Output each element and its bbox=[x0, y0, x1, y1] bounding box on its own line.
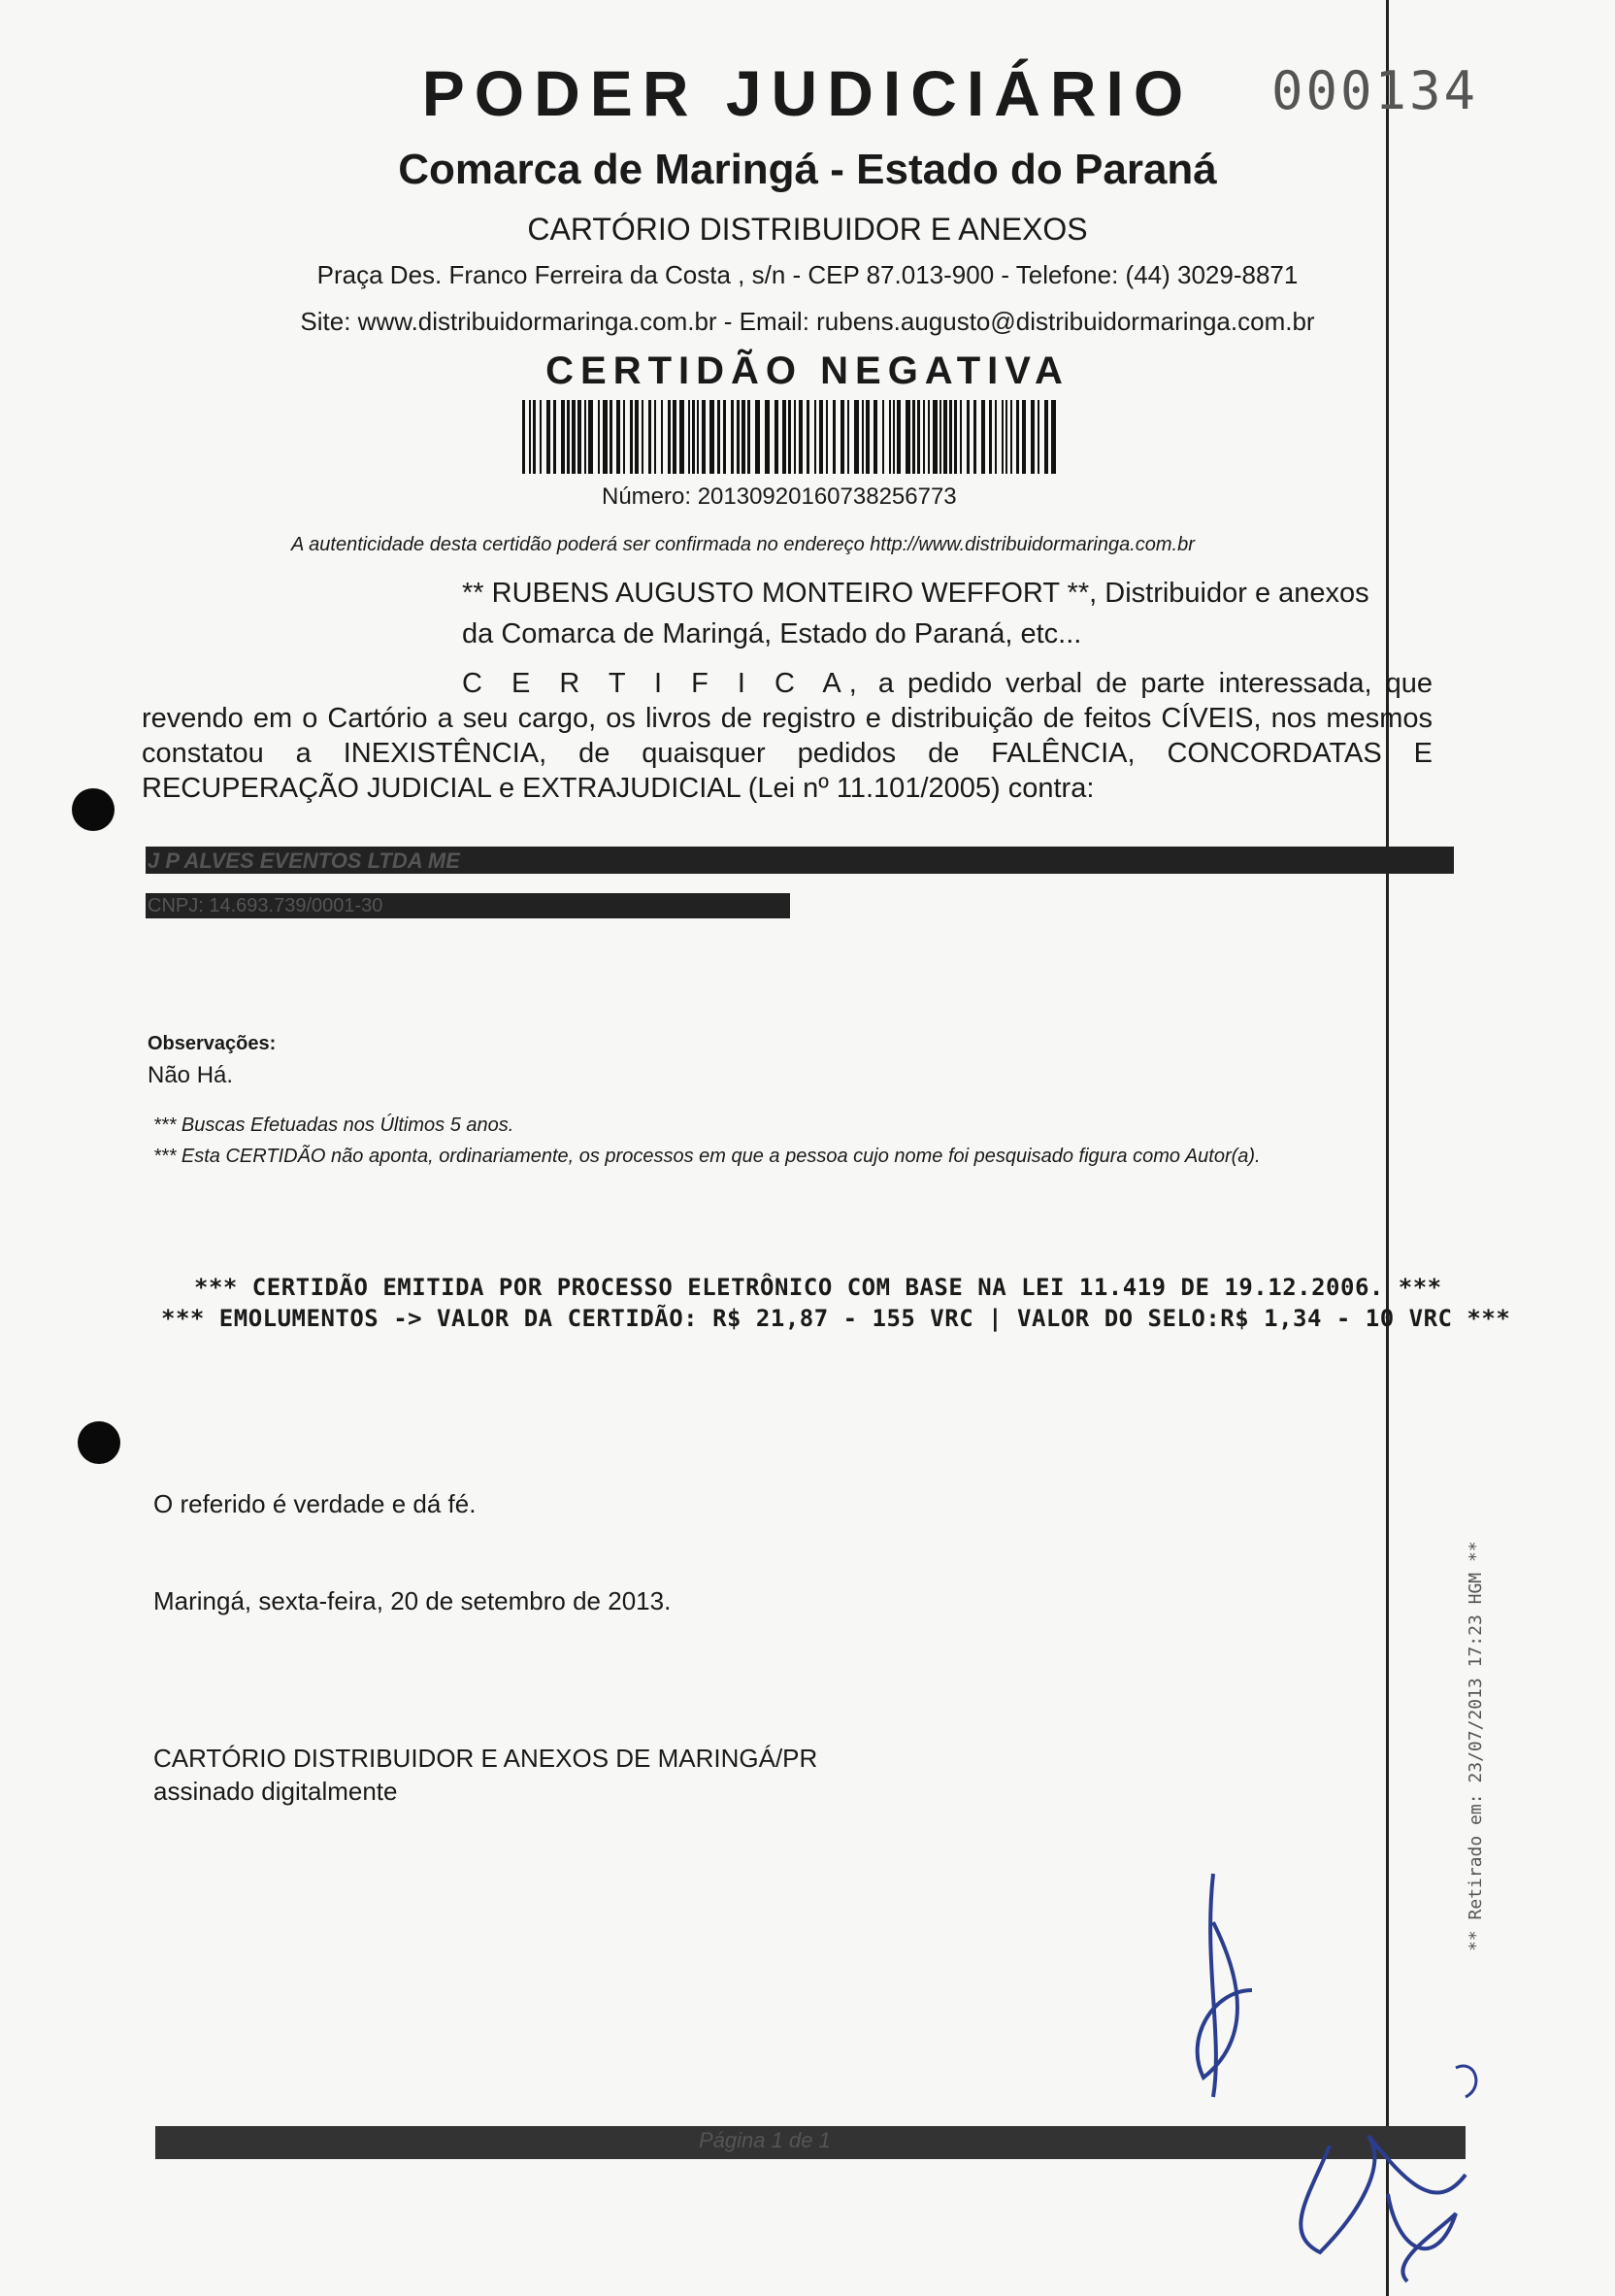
barcode-bar bbox=[788, 400, 791, 474]
redacted-cnpj: CNPJ: 14.693.739/0001-30 bbox=[148, 895, 383, 916]
barcode-bar bbox=[847, 400, 849, 474]
barcode-bar bbox=[654, 400, 656, 474]
distribuidor-paragraph: ** RUBENS AUGUSTO MONTEIRO WEFFORT **, Distribuidor e anexos da Comarca de Maringá, Estado do Paraná, etc... bbox=[462, 578, 1369, 649]
barcode-bar bbox=[610, 400, 612, 474]
barcode-bar bbox=[819, 400, 823, 474]
barcode-bar bbox=[995, 400, 997, 474]
barcode-bar bbox=[623, 400, 625, 474]
punch-hole-bottom bbox=[78, 1421, 120, 1464]
barcode-bar bbox=[923, 400, 925, 474]
barcode-bar bbox=[679, 400, 684, 474]
page-number-stamp: 000134 bbox=[1271, 60, 1479, 121]
barcode-bar bbox=[533, 400, 536, 474]
barcode-bar bbox=[873, 400, 877, 474]
barcode-bar bbox=[1038, 400, 1039, 474]
barcode-bar bbox=[799, 400, 803, 474]
barcode-bar bbox=[522, 400, 525, 474]
cartorio-signature-name: CARTÓRIO DISTRIBUIDOR E ANEXOS DE MARINGÁ/PR bbox=[153, 1744, 818, 1773]
barcode-bar bbox=[912, 400, 915, 474]
barcode-bar bbox=[906, 400, 910, 474]
barcode-bar bbox=[960, 400, 962, 474]
barcode-bar bbox=[840, 400, 844, 474]
address-line: Praça Des. Franco Ferreira da Costa , s/n - CEP 87.013-900 - Telefone: (44) 3029-8871 bbox=[316, 260, 1299, 289]
barcode-bar bbox=[933, 400, 938, 474]
authenticity-note: A autenticidade desta certidão poderá ser confirmada no endereço http://www.distribuidormaringa.com.br bbox=[291, 534, 1195, 555]
site-email-line: Site: www.distribuidormaringa.com.br - Email: rubens.augusto@distribuidormaringa.com.br bbox=[300, 307, 1315, 336]
barcode-bar bbox=[742, 400, 745, 474]
barcode-bar bbox=[577, 400, 581, 474]
barcode-bar bbox=[854, 400, 859, 474]
cartorio-heading: CARTÓRIO DISTRIBUIDOR E ANEXOS bbox=[527, 212, 1088, 247]
barcode-bar bbox=[668, 400, 671, 474]
barcode bbox=[522, 400, 1056, 474]
punch-hole-top bbox=[72, 788, 115, 831]
observacoes-label: Observações: bbox=[148, 1033, 277, 1054]
barcode-bar bbox=[692, 400, 695, 474]
barcode-bar bbox=[616, 400, 620, 474]
barcode-bar bbox=[1016, 400, 1019, 474]
certidao-number: Número: 20130920160738256773 bbox=[602, 483, 957, 510]
emolumentos-line: *** EMOLUMENTOS -> VALOR DA CERTIDÃO: R$ 21,87 - 155 VRC | VALOR DO SELO:R$ 1,34 - 10 VRC *** bbox=[161, 1305, 1511, 1332]
barcode-bar bbox=[765, 400, 770, 474]
certifica-text: a pedido verbal de parte interessada, que revendo em o Cartório a seu cargo, os livros de registro e distribuição de feitos CÍVEIS, nos mesmos constatou a INEXISTÊNCIA, de quaisquer pedidos de FALÊNCIA, CONCORDATAS E RECUPERAÇÃO JUDICIAL e EXTRAJUDICIAL (Lei nº 11.101/2005) contra: bbox=[142, 668, 1433, 804]
barcode-bar bbox=[794, 400, 796, 474]
barcode-bar bbox=[889, 400, 891, 474]
barcode-bar bbox=[814, 400, 816, 474]
barcode-bar bbox=[584, 400, 586, 474]
barcode-bar bbox=[755, 400, 760, 474]
barcode-bar bbox=[546, 400, 550, 474]
barcode-bar bbox=[954, 400, 957, 474]
barcode-bar bbox=[775, 400, 778, 474]
barcode-bar bbox=[572, 400, 576, 474]
barcode-bar bbox=[782, 400, 786, 474]
barcode-bar bbox=[928, 400, 930, 474]
barcode-bar bbox=[567, 400, 570, 474]
verdade-statement: O referido é verdade e dá fé. bbox=[153, 1489, 477, 1518]
search-period-note: *** Buscas Efetuadas nos Últimos 5 anos. bbox=[153, 1115, 514, 1136]
barcode-bar bbox=[981, 400, 985, 474]
barcode-bar bbox=[1005, 400, 1007, 474]
barcode-bar bbox=[717, 400, 720, 474]
digitally-signed-note: assinado digitalmente bbox=[153, 1777, 398, 1806]
barcode-bar bbox=[540, 400, 542, 474]
certifica-lead: C E R T I F I C A, bbox=[462, 668, 865, 699]
barcode-bar bbox=[709, 400, 714, 474]
barcode-bar bbox=[1044, 400, 1048, 474]
barcode-bar bbox=[661, 400, 663, 474]
barcode-bar bbox=[866, 400, 870, 474]
certidao-title: CERTIDÃO NEGATIVA bbox=[545, 349, 1070, 392]
barcode-bar bbox=[967, 400, 970, 474]
barcode-bar bbox=[973, 400, 976, 474]
barcode-bar bbox=[553, 400, 556, 474]
barcode-bar bbox=[1031, 400, 1035, 474]
barcode-bar bbox=[833, 400, 836, 474]
barcode-bar bbox=[561, 400, 565, 474]
barcode-bar bbox=[603, 400, 608, 474]
barcode-bar bbox=[897, 400, 901, 474]
barcode-bar bbox=[862, 400, 864, 474]
barcode-bar bbox=[949, 400, 952, 474]
barcode-bar bbox=[635, 400, 639, 474]
barcode-bar bbox=[648, 400, 651, 474]
barcode-bar bbox=[673, 400, 676, 474]
date-line: Maringá, sexta-feira, 20 de setembro de 2013. bbox=[153, 1586, 672, 1615]
retrieval-stamp-text: ** Retirado em: 23/07/2013 17:23 HGM ** bbox=[1466, 1541, 1486, 1951]
barcode-bar bbox=[588, 400, 593, 474]
barcode-bar bbox=[943, 400, 947, 474]
barcode-bar bbox=[939, 400, 941, 474]
barcode-bar bbox=[697, 400, 699, 474]
barcode-bar bbox=[1022, 400, 1026, 474]
redacted-name: J P ALVES EVENTOS LTDA ME bbox=[148, 849, 460, 873]
barcode-bar bbox=[1002, 400, 1004, 474]
autor-note: *** Esta CERTIDÃO não aponta, ordinariamente, os processos em que a pessoa cujo nome foi pesquisado figura como Autor(a). bbox=[153, 1146, 1261, 1167]
barcode-bar bbox=[702, 400, 706, 474]
emissao-eletronica-line: *** CERTIDÃO EMITIDA POR PROCESSO ELETRÔNICO COM BASE NA LEI 11.419 DE 19.12.2006. *** bbox=[194, 1274, 1442, 1301]
comarca-heading: Comarca de Maringá - Estado do Paraná bbox=[398, 146, 1217, 193]
barcode-bar bbox=[989, 400, 992, 474]
certifica-paragraph bbox=[142, 666, 1433, 806]
barcode-bar bbox=[893, 400, 895, 474]
barcode-bar bbox=[731, 400, 734, 474]
barcode-bar bbox=[1010, 400, 1012, 474]
barcode-bar bbox=[598, 400, 600, 474]
page-title: PODER JUDICIÁRIO bbox=[421, 57, 1194, 129]
barcode-bar bbox=[747, 400, 750, 474]
barcode-bar bbox=[807, 400, 809, 474]
barcode-bar bbox=[882, 400, 884, 474]
barcode-bar bbox=[688, 400, 690, 474]
observacoes-value: Não Há. bbox=[148, 1062, 234, 1088]
barcode-bar bbox=[826, 400, 828, 474]
page-count-footer: Página 1 de 1 bbox=[699, 2128, 831, 2152]
barcode-bar bbox=[642, 400, 643, 474]
barcode-bar bbox=[917, 400, 920, 474]
barcode-bar bbox=[723, 400, 726, 474]
barcode-bar bbox=[529, 400, 531, 474]
barcode-bar bbox=[1051, 400, 1056, 474]
barcode-bar bbox=[737, 400, 740, 474]
barcode-bar bbox=[630, 400, 633, 474]
